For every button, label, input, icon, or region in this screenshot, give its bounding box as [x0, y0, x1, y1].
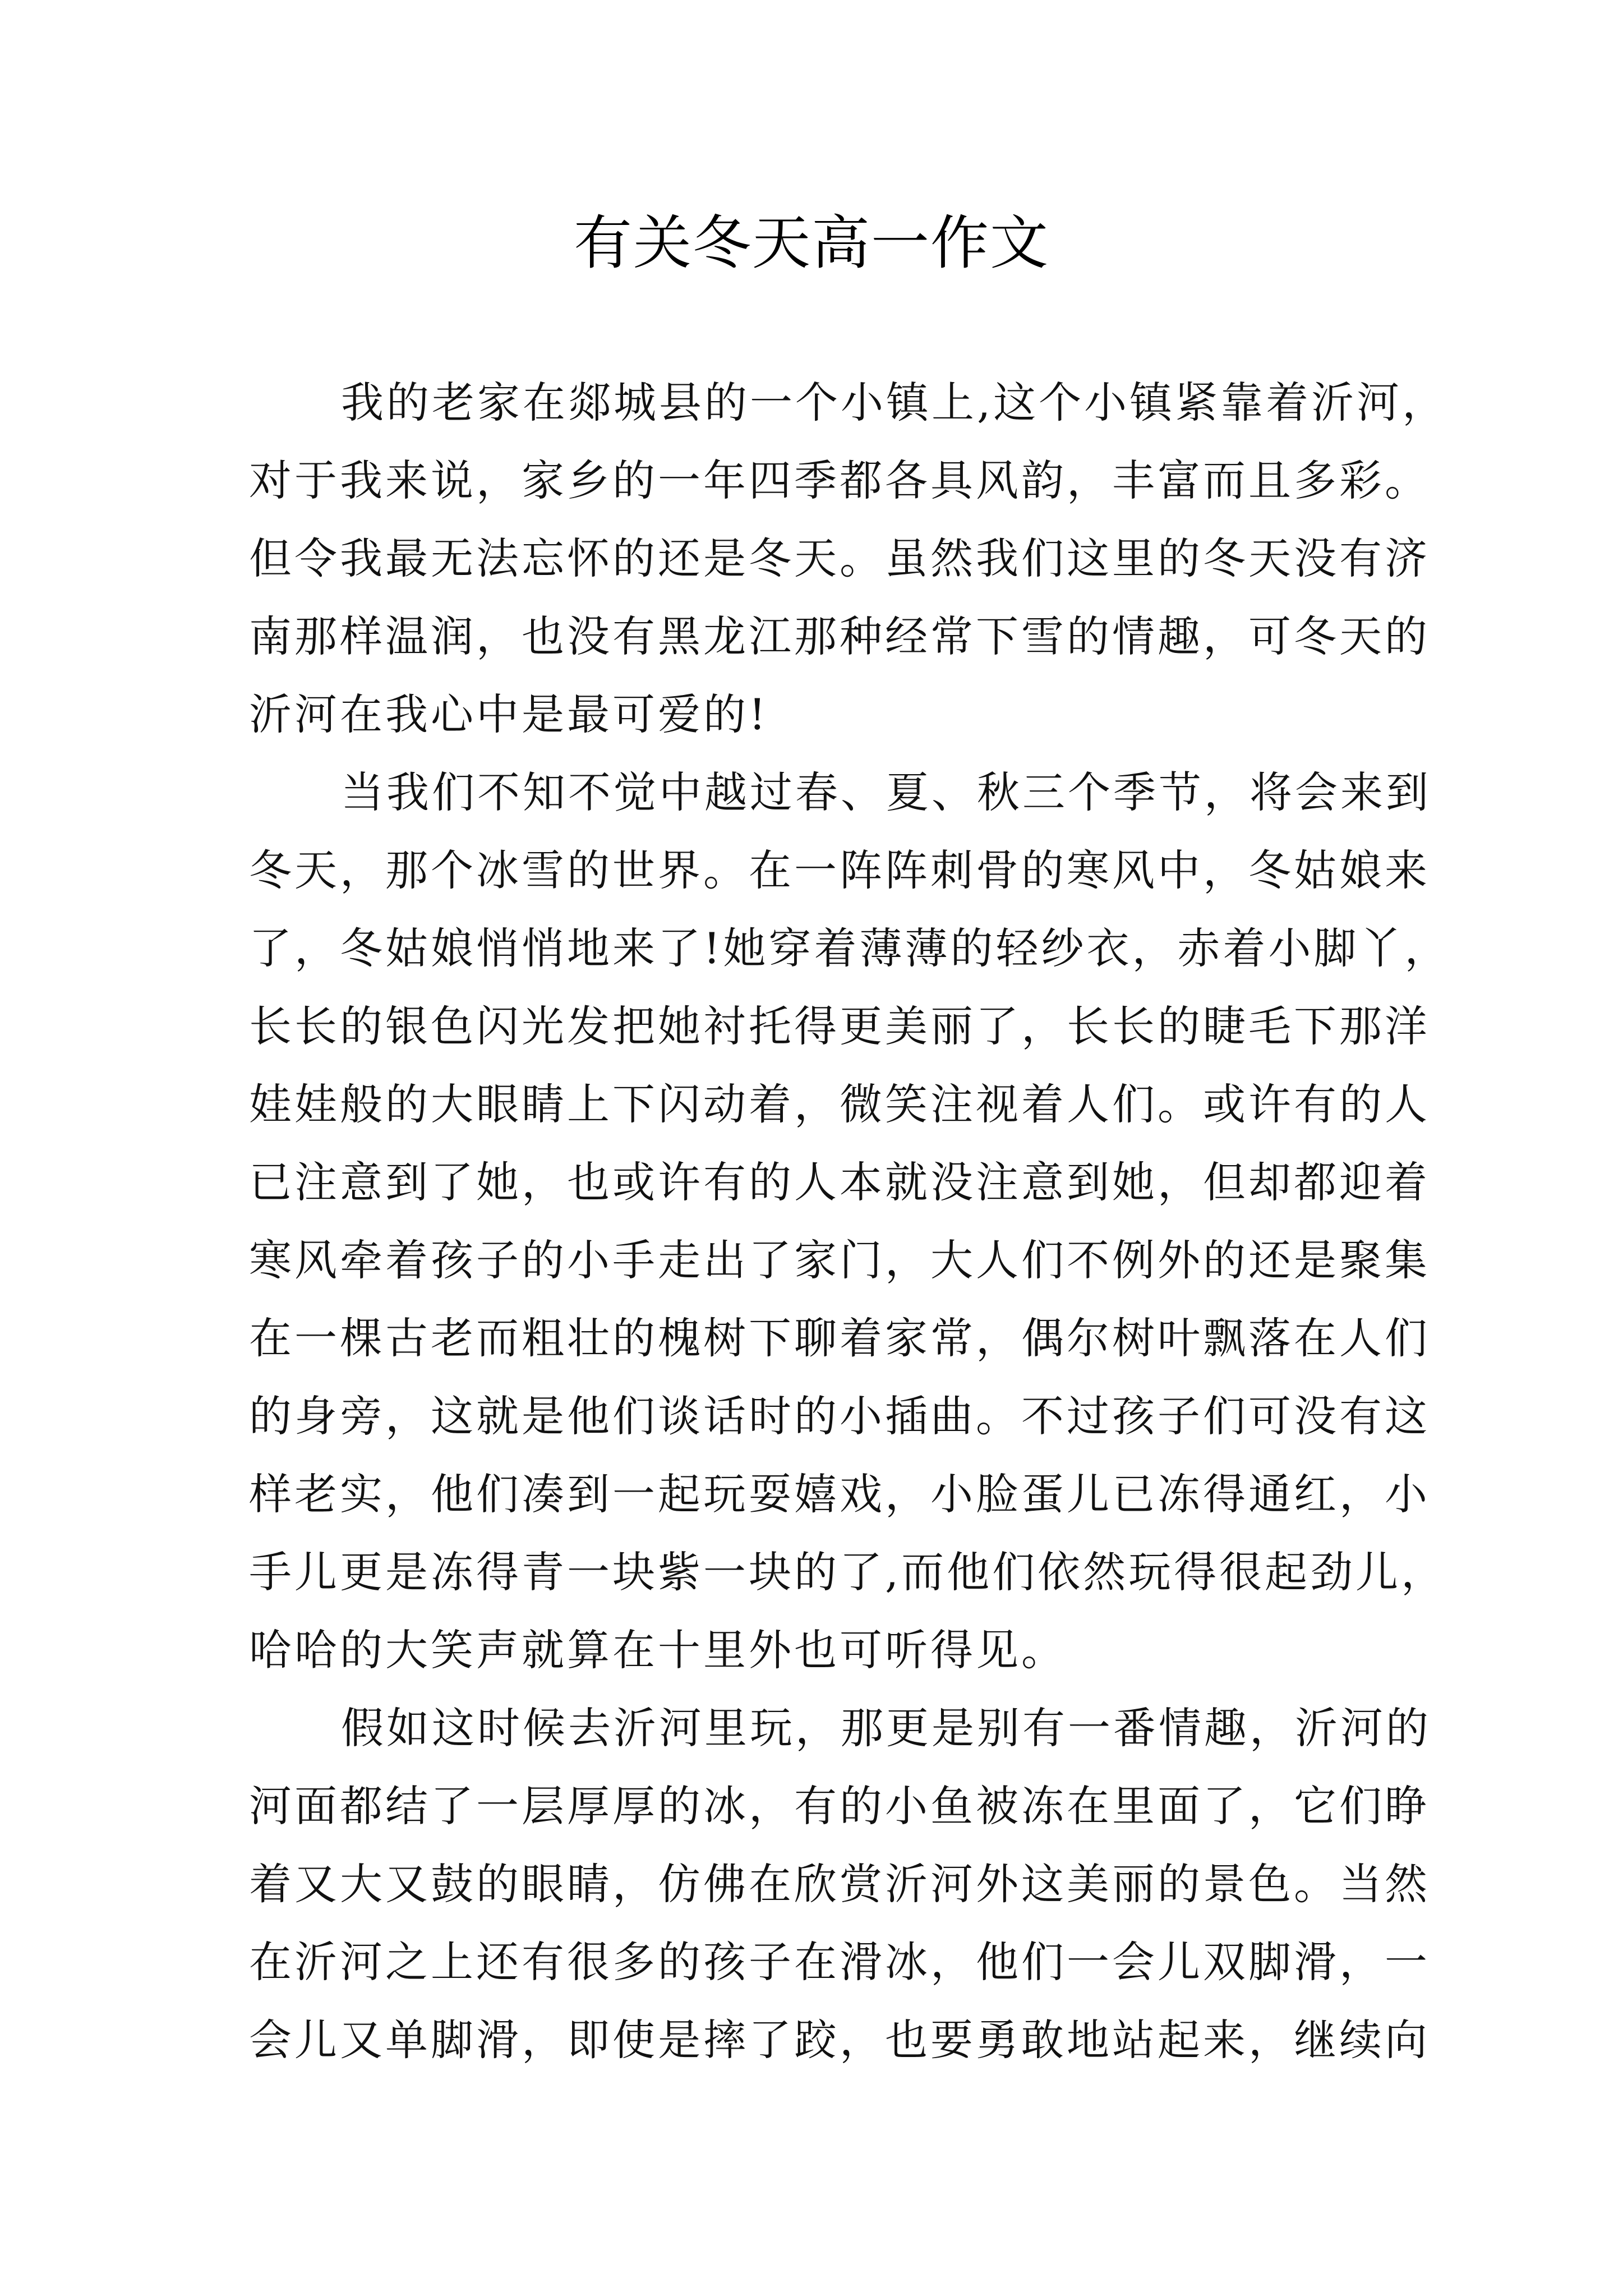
text-line: 对于我来说，家乡的一年四季都各具风韵，丰富而且多彩。 — [249, 455, 1430, 505]
paragraph — [249, 1689, 1431, 2079]
text-line: 会儿又单脚滑，即使是摔了跤，也要勇敢地站起来，继续向 — [249, 2015, 1430, 2065]
text-line: 冬天，那个冰雪的世界。在一阵阵刺骨的寒风中，冬姑娘来 — [249, 845, 1430, 895]
text-line: 在沂河之上还有很多的孩子在滑冰，他们一会儿双脚滑，一 — [249, 1937, 1430, 1987]
text-line: 但令我最无法忘怀的还是冬天。虽然我们这里的冬天没有济 — [249, 533, 1430, 583]
document-body — [249, 364, 1450, 2079]
text-line: 河面都结了一层厚厚的冰，有的小鱼被冻在里面了，它们睁 — [249, 1781, 1430, 1831]
paragraph — [249, 364, 1448, 753]
text-line: 哈哈的大笑声就算在十里外也可听得见。 — [249, 1625, 1067, 1675]
text-line: 沂河在我心中是最可爱的! — [249, 689, 769, 739]
text-line: 长长的银色闪光发把她衬托得更美丽了，长长的睫毛下那洋 — [249, 1001, 1430, 1051]
document-title: 有关冬天高一作文 — [573, 209, 1049, 277]
text-line: 南那样温润，也没有黑龙江那种经常下雪的情趣，可冬天的 — [249, 611, 1430, 661]
text-line: 当我们不知不觉中越过春、夏、秋三个季节，将会来到 — [341, 767, 1431, 817]
text-line: 着又大又鼓的眼睛，仿佛在欣赏沂河外这美丽的景色。当然 — [249, 1859, 1430, 1909]
text-line: 手儿更是冻得青一块紫一块的了,而他们依然玩得很起劲儿， — [249, 1547, 1447, 1597]
paragraph — [249, 753, 1450, 1689]
text-line: 娃娃般的大眼睛上下闪动着，微笑注视着人们。或许有的人 — [249, 1079, 1430, 1129]
text-line: 已注意到了她，也或许有的人本就没注意到她，但却都迎着 — [249, 1157, 1430, 1207]
text-line: 样老实，他们凑到一起玩耍嬉戏，小脸蛋儿已冻得通红，小 — [249, 1469, 1430, 1519]
text-line: 了，冬姑娘悄悄地来了!她穿着薄薄的轻纱衣，赤着小脚丫， — [249, 923, 1450, 973]
text-line: 在一棵古老而粗壮的槐树下聊着家常，偶尔树叶飘落在人们 — [249, 1313, 1430, 1363]
text-line: 的身旁，这就是他们谈话时的小插曲。不过孩子们可没有这 — [249, 1391, 1430, 1441]
text-line: 我的老家在郯城县的一个小镇上,这个小镇紧靠着沂河， — [341, 378, 1448, 427]
text-line: 假如这时候去沂河里玩，那更是别有一番情趣，沂河的 — [341, 1703, 1431, 1753]
text-line: 寒风牵着孩子的小手走出了家门，大人们不例外的还是聚集 — [249, 1235, 1430, 1285]
